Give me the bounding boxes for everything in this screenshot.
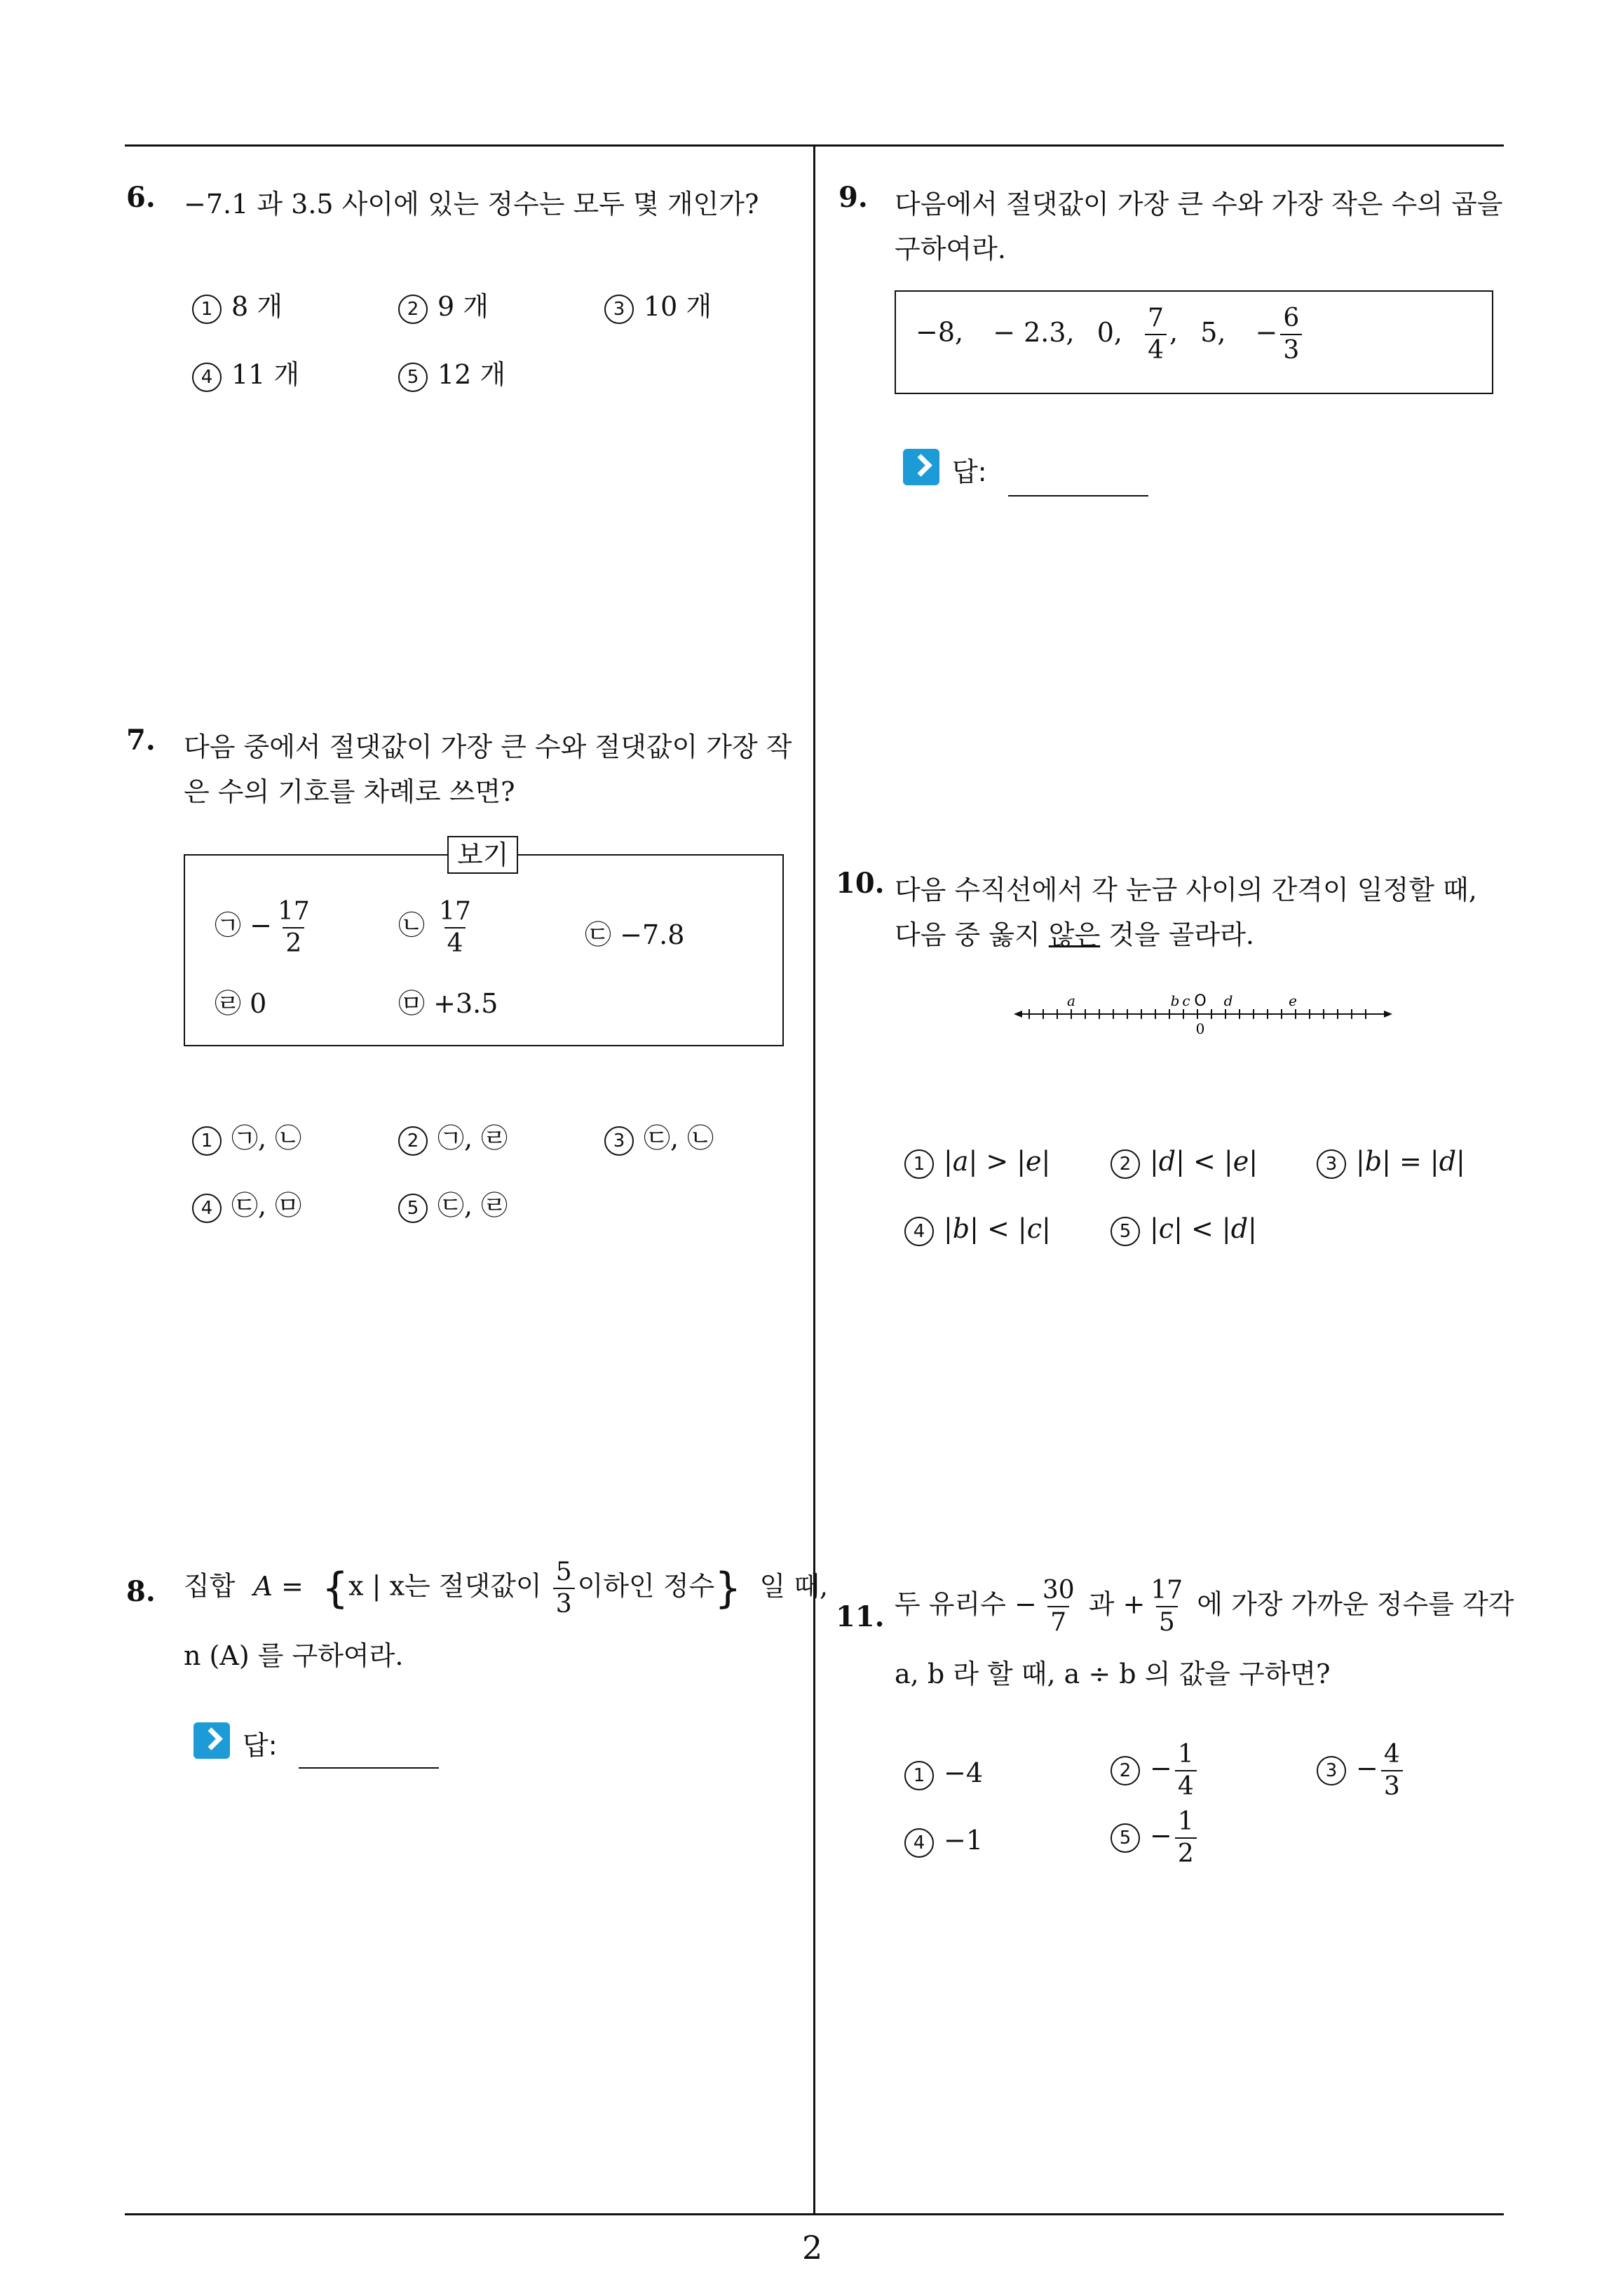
label-d: d (1223, 992, 1233, 1009)
q9-text-line1: 다음에서 절댓값이 가장 큰 수와 가장 작은 수의 곱을 (895, 189, 1503, 220)
q11-option-1-text: −4 (944, 1757, 984, 1788)
option-number-4: 4 (192, 1194, 222, 1223)
q10-text-line1: 다음 수직선에서 각 눈금 사이의 간격이 일정할 때, (895, 874, 1477, 905)
q8-t4: 이하인 정수 (577, 1570, 715, 1602)
q6-number: 6. (126, 181, 156, 214)
q9-text-line2: 구하여라. (895, 234, 1006, 264)
q6-option-2-text: 9 개 (437, 291, 489, 322)
q11-option-3[interactable] (1317, 1742, 1406, 1799)
number-line (1014, 986, 1392, 1035)
q7-text-line2: 은 수의 기호를 차례로 쓰면? (184, 776, 515, 807)
q10-option-5-text: |c| < |d| (1150, 1213, 1257, 1244)
q9-value-5: 5, (1200, 316, 1226, 348)
denominator: 5 (1156, 1606, 1178, 1635)
fraction-17-4 (436, 899, 474, 957)
fraction-1-2 (1175, 1809, 1197, 1867)
q7-option-2[interactable] (398, 1116, 508, 1156)
q9-number: 9. (838, 181, 868, 214)
numerator: 30 (1042, 1576, 1075, 1605)
numerator: 1 (1177, 1740, 1194, 1769)
q11-option-4[interactable] (904, 1825, 983, 1858)
q11-t3: 에 가장 가까운 정수를 각각 (1197, 1588, 1514, 1620)
q6-option-4-text: 11 개 (231, 359, 300, 390)
q6-option-3[interactable] (604, 285, 712, 324)
q6-option-5-text: 12 개 (437, 359, 506, 390)
fraction-17-2 (275, 899, 313, 957)
answer-arrow-icon (193, 1722, 230, 1759)
q7-option-1-text: ㉠, ㉡ (231, 1123, 302, 1154)
q7-option-1[interactable] (192, 1116, 301, 1156)
q10-text-line2 (895, 913, 1254, 952)
q10-option-1[interactable] (904, 1146, 1050, 1179)
sign: − (1150, 1753, 1172, 1784)
numerator: 5 (555, 1558, 572, 1586)
q11-line1 (895, 1578, 1514, 1635)
q10-number: 10. (836, 867, 885, 900)
option-number-5: 5 (1111, 1823, 1140, 1853)
option-number-5: 5 (1111, 1217, 1140, 1246)
label-a: a (1067, 992, 1075, 1009)
q10-option-3-text: |b| = |d| (1356, 1146, 1465, 1177)
mark-d: ㉣ (215, 988, 242, 1019)
fraction-5-3 (553, 1560, 575, 1617)
denominator: 4 (1175, 1770, 1197, 1799)
option-number-1: 1 (904, 1761, 934, 1790)
q10-text-c: 것을 골라라. (1100, 919, 1254, 950)
bogi-label: 보기 (447, 836, 518, 874)
option-number-3: 3 (604, 1126, 634, 1156)
q8-line2: n (A) 를 구하여라. (184, 1640, 404, 1671)
option-number-4: 4 (192, 363, 222, 392)
q7-number: 7. (126, 724, 156, 757)
fraction-6-3 (1280, 306, 1302, 363)
numerator: 1 (1177, 1807, 1194, 1836)
q11-line2: a, b 라 할 때, a ÷ b 의 값을 구하면? (895, 1659, 1331, 1689)
q9-value-6-sign: − (1255, 316, 1278, 348)
mark-a: ㉠ (215, 910, 242, 941)
option-number-2: 2 (1111, 1756, 1140, 1785)
numerator: 17 (277, 897, 310, 926)
q11-t1: 두 유리수 − (895, 1588, 1037, 1620)
option-number-3: 3 (1317, 1756, 1346, 1785)
q9-comma: , (1169, 316, 1179, 348)
right-brace: } (714, 1564, 742, 1613)
q7-option-3[interactable] (604, 1116, 714, 1156)
q8-answer-field[interactable] (299, 1767, 439, 1769)
denominator: 7 (1047, 1606, 1069, 1635)
q7-option-2-text: ㉠, ㉣ (437, 1123, 508, 1154)
bogi-item-b (398, 899, 477, 957)
option-number-1: 1 (904, 1149, 934, 1179)
bottom-rule (125, 2213, 1504, 2215)
sign-a: − (250, 910, 272, 941)
option-number-3: 3 (1317, 1149, 1346, 1179)
q8-answer-label: 답: (243, 1730, 278, 1761)
q11-t2: 과 + (1088, 1588, 1146, 1620)
bogi-item-d (215, 982, 266, 1020)
q10-option-3[interactable] (1317, 1146, 1465, 1179)
numerator: 6 (1283, 304, 1300, 332)
q9-answer-label: 답: (952, 457, 987, 487)
q6-option-5[interactable] (398, 353, 505, 392)
denominator: 3 (553, 1588, 575, 1617)
q10-option-4[interactable] (904, 1213, 1051, 1246)
fraction-30-7 (1040, 1578, 1078, 1635)
label-e: e (1289, 992, 1297, 1009)
q11-option-2[interactable] (1111, 1742, 1200, 1799)
mark-b: ㉡ (398, 910, 426, 941)
bogi-item-a (215, 899, 315, 957)
q10-option-2[interactable] (1111, 1146, 1258, 1179)
q8-t5: 일 때, (759, 1570, 829, 1602)
label-b: b (1170, 992, 1180, 1009)
q8-set-name: A = (253, 1570, 304, 1602)
column-divider (813, 144, 815, 2215)
q9-value-3: 0, (1096, 316, 1122, 348)
q11-option-5[interactable] (1111, 1809, 1200, 1867)
fraction-7-4 (1145, 306, 1167, 363)
fraction-4-3 (1381, 1742, 1403, 1799)
q11-number: 11. (836, 1600, 885, 1633)
label-c: c (1182, 992, 1190, 1009)
denominator: 3 (1280, 334, 1302, 363)
answer-arrow-icon (903, 449, 939, 485)
fraction-17-5 (1148, 1578, 1186, 1635)
q10-text-a: 다음 중 옳지 (895, 919, 1049, 950)
denominator: 3 (1381, 1770, 1403, 1799)
q9-answer-field[interactable] (1008, 495, 1148, 497)
q7-text-line1: 다음 중에서 절댓값이 가장 큰 수와 절댓값이 가장 작 (184, 731, 792, 762)
option-number-1: 1 (192, 295, 222, 324)
option-number-2: 2 (398, 295, 428, 324)
q9-value-1: −8, (916, 316, 964, 348)
q6-text: −7.1 과 3.5 사이에 있는 정수는 모두 몇 개인가? (184, 189, 759, 220)
numerator: 4 (1383, 1740, 1400, 1769)
option-number-1: 1 (192, 1126, 222, 1156)
q7-option-5-text: ㉢, ㉣ (437, 1190, 508, 1221)
q9-number-list (916, 306, 1305, 363)
q6-option-4[interactable] (192, 353, 299, 392)
q11-option-4-text: −1 (944, 1825, 984, 1856)
q10-text-underlined: 않은 (1048, 919, 1101, 950)
q7-option-4[interactable] (192, 1184, 301, 1223)
q10-option-1-text: |a| > |e| (944, 1146, 1051, 1177)
q8-t1: 집합 (184, 1570, 236, 1602)
q6-option-3-text: 10 개 (644, 291, 712, 322)
q10-option-4-text: |b| < |c| (944, 1213, 1051, 1244)
q7-option-5[interactable] (398, 1184, 508, 1223)
denominator: 4 (1145, 334, 1167, 363)
value-c: −7.8 (620, 919, 685, 950)
option-number-5: 5 (398, 363, 428, 392)
value-d: 0 (250, 988, 267, 1019)
q8-line1 (184, 1560, 828, 1617)
q7-option-4-text: ㉢, ㉤ (231, 1190, 302, 1221)
sign: − (1356, 1753, 1378, 1784)
q8-number: 8. (126, 1575, 156, 1608)
numerator: 17 (1150, 1576, 1183, 1605)
option-number-5: 5 (398, 1194, 428, 1223)
numerator: 7 (1148, 304, 1164, 332)
q7-option-3-text: ㉢, ㉡ (644, 1123, 714, 1154)
option-number-3: 3 (604, 295, 634, 324)
bogi-item-c (585, 913, 684, 952)
bogi-item-e (398, 982, 498, 1020)
q9-value-2: − 2.3, (993, 316, 1075, 348)
option-number-2: 2 (1111, 1149, 1140, 1179)
q11-option-1[interactable] (904, 1757, 983, 1790)
q6-option-1-text: 8 개 (231, 291, 283, 322)
fraction-1-4 (1175, 1742, 1197, 1799)
left-brace: { (321, 1564, 349, 1613)
q10-option-5[interactable] (1111, 1213, 1257, 1246)
label-zero: 0 (1195, 1020, 1205, 1035)
label-origin: O (1194, 992, 1207, 1010)
denominator: 4 (444, 927, 466, 957)
option-number-4: 4 (904, 1828, 934, 1858)
option-number-2: 2 (398, 1126, 428, 1156)
q6-option-1[interactable] (192, 285, 283, 324)
value-e: +3.5 (433, 988, 498, 1019)
denominator: 2 (1175, 1837, 1197, 1867)
q6-option-2[interactable] (398, 285, 489, 324)
option-number-4: 4 (904, 1217, 934, 1246)
q10-option-2-text: |d| < |e| (1150, 1146, 1258, 1177)
numerator: 17 (439, 897, 471, 926)
mark-e: ㉤ (398, 988, 426, 1019)
mark-c: ㉢ (585, 919, 612, 950)
q8-set-condition: x | x는 절댓값이 (348, 1570, 542, 1602)
page-number: 2 (802, 2229, 823, 2267)
sign: − (1150, 1820, 1172, 1851)
denominator: 2 (283, 927, 304, 957)
